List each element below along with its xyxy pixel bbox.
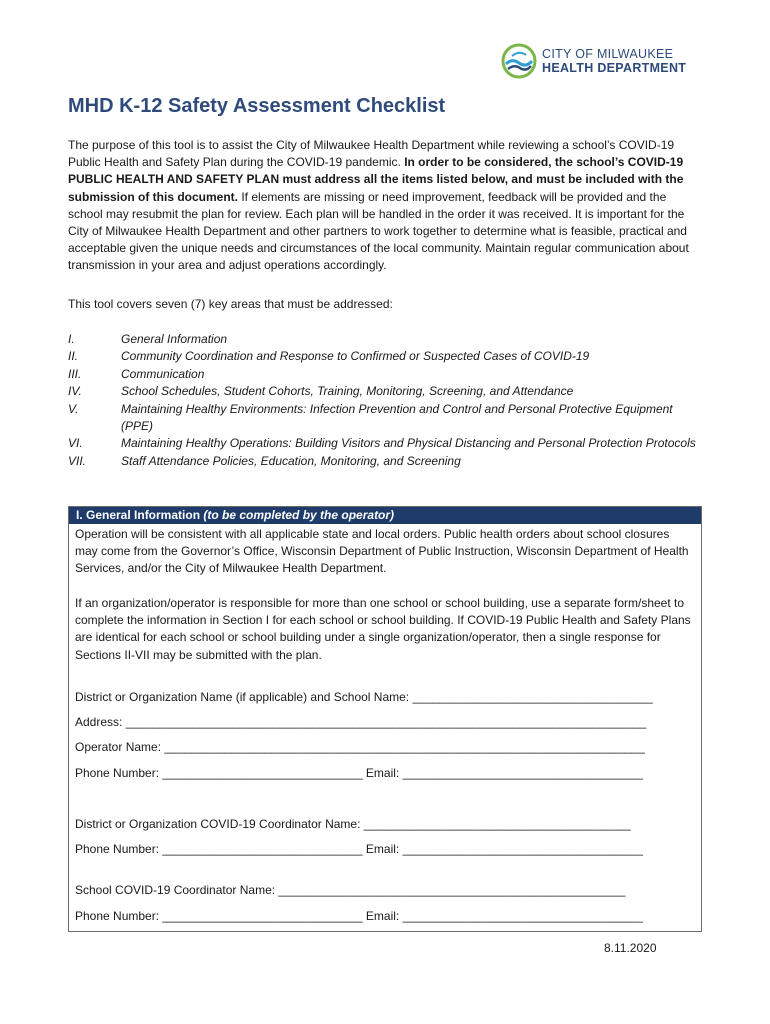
area-text: Maintaining Healthy Environments: Infection Prevention and Control and Personal Protective Equipment (PPE) <box>121 401 673 434</box>
list-item <box>68 453 708 470</box>
logo-line-2: HEALTH DEPARTMENT <box>542 61 687 75</box>
page-title: MHD K-12 Safety Assessment Checklist <box>68 95 446 117</box>
list-item <box>68 435 708 452</box>
document-date: 8.11.2020 <box>604 941 657 955</box>
area-number: V. <box>68 401 79 416</box>
list-item <box>68 401 708 436</box>
address-field[interactable]: Address: ______________________________________________________________________________ <box>75 715 647 729</box>
key-areas-list <box>68 331 708 470</box>
area-number: VII. <box>68 453 87 468</box>
district-coordinator-field[interactable]: District or Organization COVID-19 Coordinator Name: ________________________________________ <box>75 817 631 831</box>
area-number: III. <box>68 366 82 381</box>
multi-school-paragraph: If an organization/operator is responsible for more than one school or school building, use a separate form/sheet to complete the information in Section I for each school or school building. If COVID-19 Public Health and Safety Plans are identical for each school or school building under a single organization/operator, then a single response for Sections II-VII may be submitted with the plan. <box>75 596 691 662</box>
school-coordinator-field[interactable]: School COVID-19 Coordinator Name: ____________________________________________________ <box>75 883 626 897</box>
intro-text-end: If elements are missing or need improvement, feedback will be provided and the school may resubmit the plan for review. Each plan will be handled in the order it was received. It is important for the City of Milwaukee Health Department and other partners to work together to determine what is feasible, practical and acceptable given the unique needs and circumstances of the local community. Maintain regular communication about transmission in your area and adjust operations accordingly. <box>68 189 689 273</box>
area-number: VI. <box>68 436 83 451</box>
section-header-note: (to be completed by the operator) <box>203 508 395 522</box>
phone-email-field-1[interactable]: Phone Number: ______________________________ Email: ____________________________________ <box>75 766 643 780</box>
general-information-section <box>68 506 702 932</box>
area-text: General Information <box>121 332 228 346</box>
logo-line-1: CITY OF MILWAUKEE <box>542 47 674 61</box>
area-text: Staff Attendance Policies, Education, Monitoring, and Screening <box>121 453 461 468</box>
list-item <box>68 331 708 348</box>
list-item <box>68 383 708 400</box>
orders-paragraph: Operation will be consistent with all applicable state and local orders. Public health orders about school closures may come from the Governor’s Office, Wisconsin Department of Public Instruction, Wisconsin Department of Health Services, and/or the City of Milwaukee Health Department. <box>75 527 689 576</box>
section-header <box>69 507 701 524</box>
area-number: IV. <box>68 384 82 399</box>
list-item <box>68 348 708 365</box>
operator-name-field[interactable]: Operator Name: ________________________________________________________________________ <box>75 740 645 754</box>
phone-email-field-3[interactable]: Phone Number: ______________________________ Email: ____________________________________ <box>75 909 643 923</box>
area-text: Maintaining Healthy Operations: Building Visitors and Physical Distancing and Personal Protection Protocols <box>121 436 696 451</box>
area-number: I. <box>68 332 75 346</box>
intro-paragraph <box>68 137 704 275</box>
area-text: Communication <box>121 366 205 381</box>
intro-text-start: The purpose of this tool is to assist the City of Milwaukee Health Department while reviewing a school’s COVID-19 Public Health and Safety Plan during the COVID-19 pandemic. <box>68 138 675 170</box>
section-header-title: I. General Information <box>76 508 201 522</box>
phone-email-field-2[interactable]: Phone Number: ______________________________ Email: ____________________________________ <box>75 842 643 856</box>
covers-statement: This tool covers seven (7) key areas that must be addressed: <box>68 297 393 311</box>
intro-bold-requirement: In order to be considered, the school’s COVID-19 PUBLIC HEALTH AND SAFETY PLAN must address all the items listed below, and must be included with the submission of this document. <box>68 155 684 204</box>
area-number: II. <box>68 349 79 364</box>
city-seal-icon <box>500 42 538 80</box>
district-school-name-field[interactable]: District or Organization Name (if applicable) and School Name: ____________________________________ <box>75 690 653 704</box>
city-logo <box>500 42 700 82</box>
area-text: School Schedules, Student Cohorts, Training, Monitoring, Screening, and Attendance <box>121 384 574 399</box>
list-item <box>68 366 708 383</box>
area-text: Community Coordination and Response to Confirmed or Suspected Cases of COVID-19 <box>121 349 590 364</box>
